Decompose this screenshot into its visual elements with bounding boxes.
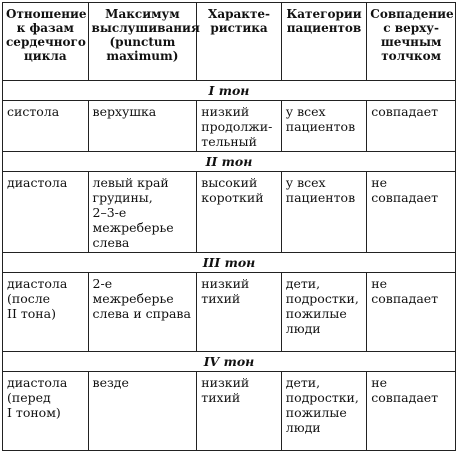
header-line: Категории [286, 7, 362, 21]
cell-line: диастола [7, 375, 68, 390]
phase-cell [3, 273, 89, 352]
cell-line: тельный [201, 134, 257, 149]
cell-line: не [371, 375, 388, 390]
header-line: с верху- [383, 21, 439, 35]
punctum-cell [88, 101, 197, 152]
cell-line: диастола [7, 276, 68, 291]
cell-line: совпадает [371, 390, 439, 405]
cell-line: грудины, [92, 190, 153, 205]
cell-line: верхушка [92, 104, 157, 119]
table-row [3, 101, 456, 152]
cell-line: I тоном) [7, 405, 61, 420]
apex-beat-cell [367, 101, 456, 152]
cell-line: у всех [285, 175, 326, 190]
patients-cell [281, 101, 367, 152]
header-cardiac-cycle-phase [3, 3, 89, 81]
cell-line: совпадает [371, 291, 439, 306]
apex-beat-cell [367, 172, 456, 253]
cell-line: (перед [7, 390, 51, 405]
table-row [3, 273, 456, 352]
punctum-cell [88, 372, 197, 451]
cell-line: 2–3-е межреберье [92, 205, 174, 235]
characteristic-cell [197, 101, 281, 152]
header-line: цикла [23, 49, 67, 63]
cell-line: пациентов [285, 119, 356, 134]
header-patient-categories [281, 3, 367, 81]
header-line: толчком [381, 49, 442, 63]
cell-line: подростки, [285, 390, 359, 405]
cell-line: подростки, [285, 291, 359, 306]
cell-line: низкий [201, 276, 250, 291]
cell-line: низкий [201, 375, 250, 390]
header-line: к фазам [16, 21, 74, 35]
cell-line: совпадает [371, 190, 439, 205]
heart-sounds-table [2, 2, 456, 451]
phase-cell [3, 172, 89, 253]
section-heading-row [3, 81, 456, 101]
cell-line: систола [7, 104, 60, 119]
characteristic-cell [197, 273, 281, 352]
cell-line: люди [285, 321, 321, 336]
header-line: выслушивания [91, 21, 200, 35]
section-heading-row [3, 352, 456, 372]
section-title: III тон [3, 253, 456, 273]
cell-line: не [371, 276, 388, 291]
cell-line: 2-е межреберье [92, 276, 174, 306]
cell-line: тихий [201, 390, 241, 405]
cell-line: левый край [92, 175, 169, 190]
section-title: II тон [3, 152, 456, 172]
cell-line: люди [285, 420, 321, 435]
header-line: сердечного [6, 35, 86, 49]
header-line: Характе- [208, 7, 270, 21]
characteristic-cell [197, 372, 281, 451]
cell-line: у всех [285, 104, 326, 119]
phase-cell [3, 101, 89, 152]
section-title: IV тон [3, 352, 456, 372]
cell-line: слева [92, 235, 130, 250]
table-row [3, 372, 456, 451]
phase-cell [3, 372, 89, 451]
header-line: maximum) [106, 49, 179, 63]
cell-line: пожилые [285, 306, 347, 321]
apex-beat-cell [367, 273, 456, 352]
cell-line: дети, [285, 276, 321, 291]
header-line: Максимум [105, 7, 180, 21]
table-row [3, 172, 456, 253]
cell-line: везде [92, 375, 129, 390]
header-characteristic [197, 3, 281, 81]
patients-cell [281, 172, 367, 253]
cell-line: (после [7, 291, 51, 306]
header-line: ристика [210, 21, 268, 35]
cell-line: продолжи- [201, 119, 273, 134]
cell-line: слева и справа [92, 306, 191, 321]
cell-line: диастола [7, 175, 68, 190]
header-line: шечным [380, 35, 442, 49]
section-heading-row [3, 253, 456, 273]
cell-line: короткий [201, 190, 264, 205]
cell-line: высокий [201, 175, 258, 190]
cell-line: пожилые [285, 405, 347, 420]
apex-beat-cell [367, 372, 456, 451]
header-line: (punctum [109, 35, 176, 49]
cell-line: II тона) [7, 306, 56, 321]
header-punctum-maximum [88, 3, 200, 81]
header-apex-beat-coincidence [367, 3, 456, 81]
section-title: I тон [3, 81, 456, 101]
cell-line: низкий [201, 104, 250, 119]
header-line: Отношение [6, 7, 87, 21]
characteristic-cell [197, 172, 281, 253]
patients-cell [281, 273, 367, 352]
header-row [3, 3, 456, 81]
cell-line: совпадает [371, 104, 439, 119]
cell-line: пациентов [285, 190, 356, 205]
patients-cell [281, 372, 367, 451]
cell-line: дети, [285, 375, 321, 390]
punctum-cell [88, 273, 197, 352]
punctum-cell [88, 172, 197, 253]
section-heading-row [3, 152, 456, 172]
cell-line: не [371, 175, 388, 190]
header-line: Совпадение [370, 7, 454, 21]
header-line: пациентов [286, 21, 362, 35]
cell-line: тихий [201, 291, 241, 306]
